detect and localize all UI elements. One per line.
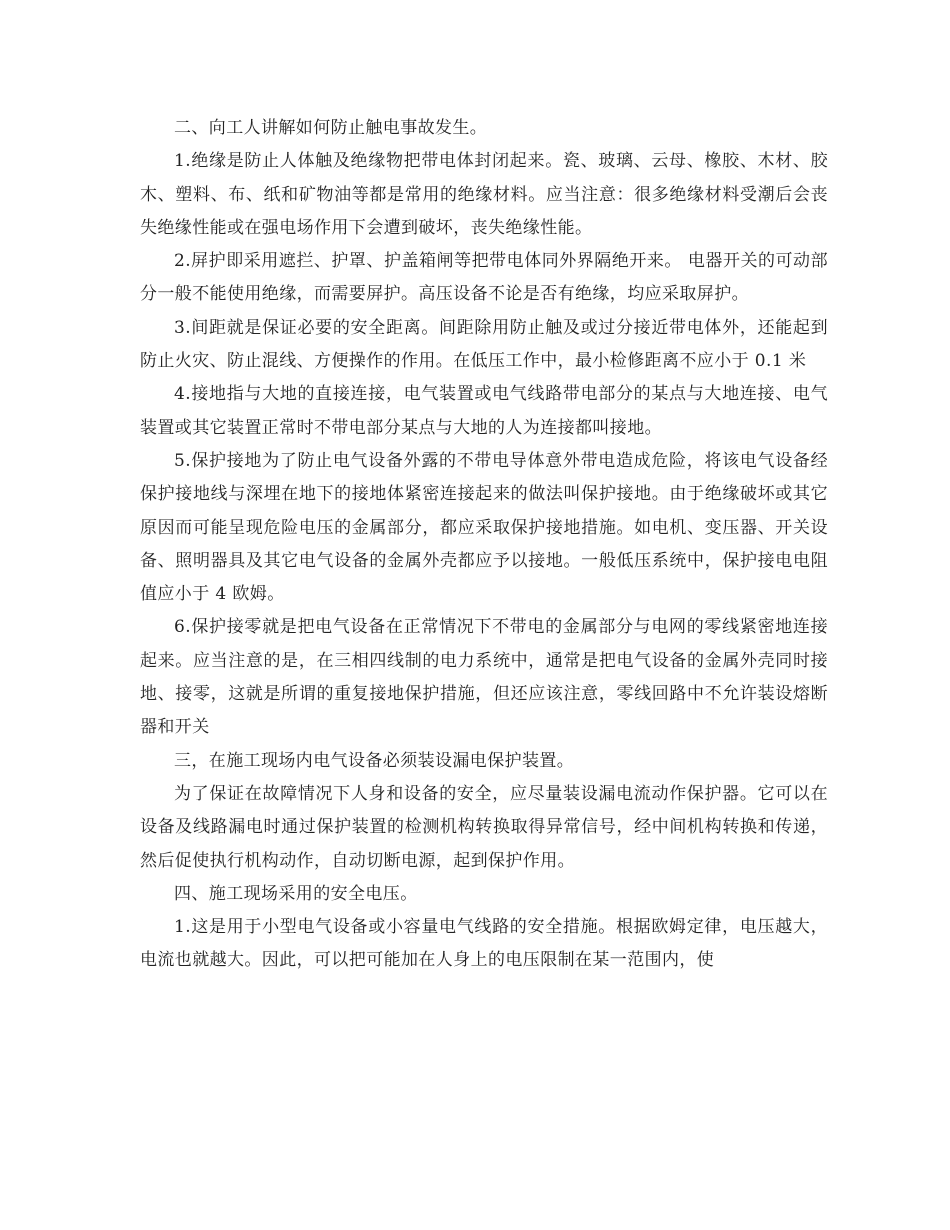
paragraph-spacing: 3.间距就是保证必要的安全距离。间距除用防止触及或过分接近带电体外，还能起到防止火灾、防止混线、方便操作的作用。在低压工作中，最小检修距离不应小于 0.1 米 [140, 317, 828, 372]
section-heading-4: 四、施工现场采用的安全电压。 [174, 883, 418, 904]
paragraph-protective-neutral: 6.保护接零就是把电气设备在正常情况下不带电的金属部分与电网的零线紧密地连接起来。应当注意的是，在三相四线制的电力系统中，通常是把电气设备的金属外壳同时接地、接零，这就是所谓的重复接地保护措施，但还应该注意，零线回路中不允许装设熔断器和开关 [140, 617, 828, 738]
paragraph-protective-grounding: 5.保护接地为了防止电气设备外露的不带电导体意外带电造成危险，将该电气设备经保护接地线与深埋在地下的接地体紧密连接起来的做法叫保护接地。由于绝缘破坏或其它原因而可能呈现危险电压的金属部分，都应采取保护接地措施。如电机、变压器、开关设备、照明器具及其它电气设备的金属外壳都应予以接地。一般低压系统中，保护接电电阻值应小于 4 欧姆。 [140, 450, 828, 605]
paragraph-grounding: 4.接地指与大地的直接连接，电气装置或电气线路带电部分的某点与大地连接、电气装置或其它装置正常时不带电部分某点与大地的人为连接都叫接地。 [140, 384, 828, 438]
section-heading-2: 二、向工人讲解如何防止触电事故发生。 [174, 118, 488, 138]
paragraph-insulation: 1.绝缘是防止人体触及绝缘物把带电体封闭起来。瓷、玻璃、云母、橡胶、木材、胶木、塑料、布、纸和矿物油等都是常用的绝缘材料。应当注意：很多绝缘材料受潮后会丧失绝缘性能或在强电场作用下会遭到破坏，丧失绝缘性能。 [140, 151, 828, 238]
paragraph-leakage-protector: 为了保证在故障情况下人身和设备的安全，应尽量装设漏电流动作保护器。它可以在设备及线路漏电时通过保护装置的检测机构转换取得异常信号，经中间机构转换和传递，然后促使执行机构动作，自动切断电源，起到保护作用。 [140, 783, 828, 871]
paragraph-shielding: 2.屏护即采用遮拦、护罩、护盖箱闸等把带电体同外界隔绝开来。 电器开关的可动部分一般不能使用绝缘，而需要屏护。高压设备不论是否有绝缘，均应采取屏护。 [140, 251, 828, 305]
paragraph-safety-voltage: 1.这是用于小型电气设备或小容量电气线路的安全措施。根据欧姆定律，电压越大，电流也就越大。因此，可以把可能加在人身上的电压限制在某一范围内，使 [140, 917, 828, 971]
section-heading-3: 三，在施工现场内电气设备必须装设漏电保护装置。 [174, 750, 575, 771]
document-body [140, 112, 828, 978]
